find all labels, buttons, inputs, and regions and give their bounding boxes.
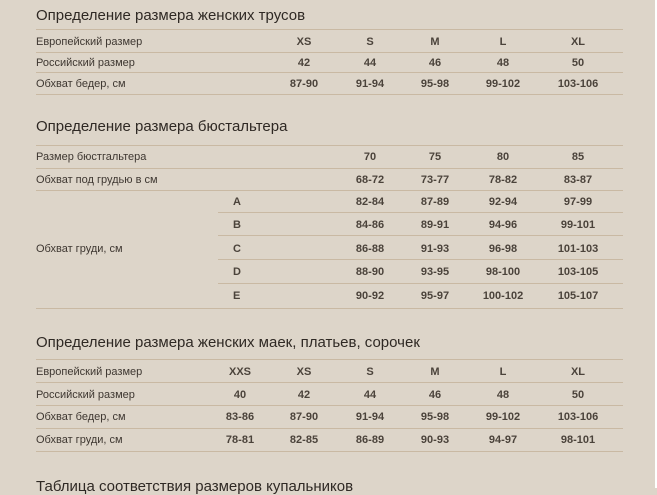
divider <box>218 235 623 236</box>
cell-value: 78-81 <box>225 434 255 446</box>
cell-value: XXS <box>228 366 252 378</box>
cell-value: 87-90 <box>289 78 319 90</box>
cell-value: 101-103 <box>557 243 599 255</box>
divider <box>36 308 623 309</box>
row-label: Обхват под грудью в см <box>36 174 158 186</box>
row-label: Российский размер <box>36 389 135 401</box>
table-title-bra: Определение размера бюстальтера <box>36 118 288 135</box>
cell-value: L <box>499 366 507 378</box>
divider <box>36 52 623 53</box>
row-label: Европейский размер <box>36 366 143 378</box>
cell-value: 95-98 <box>420 411 450 423</box>
cell-value: 44 <box>363 389 377 401</box>
divider <box>36 29 623 30</box>
cell-value: 80 <box>496 151 510 163</box>
cell-value: 46 <box>428 57 442 69</box>
cell-value: 105-107 <box>557 290 599 302</box>
cell-value: 91-94 <box>355 411 385 423</box>
row-label: Размер бюстгальтера <box>36 151 147 163</box>
cell-value: 48 <box>496 57 510 69</box>
cell-value: 92-94 <box>488 196 518 208</box>
cell-value: M <box>430 36 440 48</box>
divider <box>36 94 623 95</box>
cell-value: 98-101 <box>560 434 596 446</box>
cell-value: 90-93 <box>420 434 450 446</box>
divider <box>36 190 623 191</box>
cup-letter: A <box>233 196 241 208</box>
cell-value: 44 <box>363 57 377 69</box>
cell-value: 42 <box>297 389 311 401</box>
cell-value: 50 <box>571 389 585 401</box>
divider <box>36 451 623 452</box>
cell-value: 78-82 <box>488 174 518 186</box>
cell-value: 88-90 <box>355 266 385 278</box>
bust-label: Обхват груди, см <box>36 243 123 255</box>
row-label: Обхват бедер, см <box>36 78 126 90</box>
divider <box>36 382 623 383</box>
cell-value: 83-86 <box>225 411 255 423</box>
cell-value: 42 <box>297 57 311 69</box>
cell-value: 70 <box>363 151 377 163</box>
cell-value: 103-106 <box>557 411 599 423</box>
divider <box>36 145 623 146</box>
cell-value: 91-93 <box>420 243 450 255</box>
cell-value: 73-77 <box>420 174 450 186</box>
cell-value: S <box>366 366 374 378</box>
divider <box>36 428 623 429</box>
divider <box>218 259 623 260</box>
divider <box>36 72 623 73</box>
cell-value: 46 <box>428 389 442 401</box>
cell-value: 83-87 <box>563 174 593 186</box>
cell-value: 99-102 <box>485 78 521 90</box>
cell-value: 95-97 <box>420 290 450 302</box>
cell-value: 97-99 <box>563 196 593 208</box>
cell-value: 91-94 <box>355 78 385 90</box>
cell-value: 98-100 <box>485 266 521 278</box>
cell-value: 87-90 <box>289 411 319 423</box>
cell-value: 84-86 <box>355 219 385 231</box>
cell-value: 50 <box>571 57 585 69</box>
cell-value: 75 <box>428 151 442 163</box>
cup-letter: C <box>233 243 241 255</box>
cell-value: 89-91 <box>420 219 450 231</box>
divider <box>36 405 623 406</box>
table-title-panties: Определение размера женских трусов <box>36 7 306 24</box>
cell-value: 103-105 <box>557 266 599 278</box>
cell-value: 103-106 <box>557 78 599 90</box>
cell-value: 86-89 <box>355 434 385 446</box>
cell-value: 68-72 <box>355 174 385 186</box>
cell-value: XS <box>296 36 312 48</box>
cell-value: 93-95 <box>420 266 450 278</box>
cup-letter: D <box>233 266 241 278</box>
cell-value: S <box>366 36 374 48</box>
cell-value: 90-92 <box>355 290 385 302</box>
cell-value: XL <box>570 366 586 378</box>
cell-value: 40 <box>233 389 247 401</box>
cell-value: 86-88 <box>355 243 385 255</box>
cell-value: 82-84 <box>355 196 385 208</box>
divider <box>218 212 623 213</box>
table-title-swimwear: Таблица соответствия размеров купальников <box>36 478 354 495</box>
divider <box>218 283 623 284</box>
row-label: Европейский размер <box>36 36 143 48</box>
cup-letter: B <box>233 219 241 231</box>
cell-value: 94-97 <box>488 434 518 446</box>
table-title-tops: Определение размера женских маек, платьев, сорочек <box>36 334 420 351</box>
cup-letter: E <box>233 290 241 302</box>
cell-value: XL <box>570 36 586 48</box>
row-label: Обхват груди, см <box>36 434 123 446</box>
cell-value: 82-85 <box>289 434 319 446</box>
cell-value: 96-98 <box>488 243 518 255</box>
divider <box>36 168 623 169</box>
cell-value: 95-98 <box>420 78 450 90</box>
cell-value: 99-102 <box>485 411 521 423</box>
cell-value: 94-96 <box>488 219 518 231</box>
cell-value: 100-102 <box>482 290 524 302</box>
divider <box>36 359 623 360</box>
cell-value: XS <box>296 366 312 378</box>
row-label: Обхват бедер, см <box>36 411 126 423</box>
cell-value: 85 <box>571 151 585 163</box>
row-label: Российский размер <box>36 57 135 69</box>
cell-value: 48 <box>496 389 510 401</box>
cell-value: 99-101 <box>560 219 596 231</box>
cell-value: M <box>430 366 440 378</box>
cell-value: 87-89 <box>420 196 450 208</box>
cell-value: L <box>499 36 507 48</box>
